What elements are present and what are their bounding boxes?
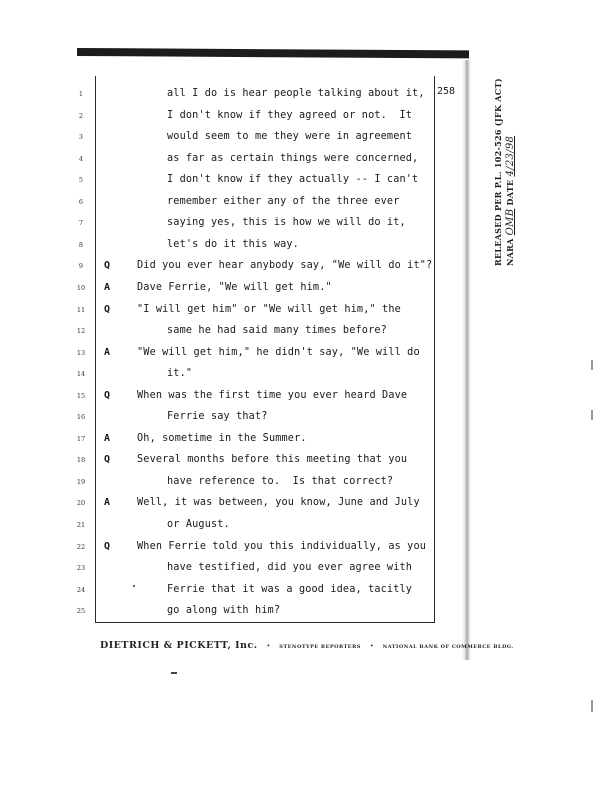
transcript-line-text: let's do it this way. — [167, 238, 299, 250]
line-number: 16 — [76, 413, 86, 422]
scan-margin-mark — [591, 410, 593, 420]
speaker-label: Q — [104, 260, 111, 272]
line-number: 7 — [78, 219, 84, 228]
line-number: 1 — [78, 90, 84, 98]
line-number: 15 — [76, 391, 86, 400]
transcript-line-text: I don't know if they agreed or not. It — [167, 109, 413, 121]
speaker-label: Q — [104, 540, 111, 552]
line-number: 2 — [78, 111, 84, 120]
release-stamp-line1: RELEASED PER P.L. 102-526 (JFK ACT) — [493, 78, 503, 266]
transcript-line-text: same he had said many times before? — [167, 325, 387, 337]
footer-location: NATIONAL BANK OF COMMERCE BLDG. — [382, 644, 514, 650]
transcript-line-text: Did you ever hear anybody say, "We will do it"? — [137, 260, 433, 272]
line-number: 22 — [76, 542, 86, 551]
release-stamp — [492, 78, 517, 266]
speaker-label: A — [104, 346, 111, 358]
line-number: 13 — [76, 348, 86, 357]
transcript-line-text: When Ferrie told you this individually, as you — [137, 540, 427, 552]
speaker-label: Q — [104, 303, 111, 315]
line-number: 24 — [76, 585, 86, 594]
transcript-line-text: it." — [167, 368, 193, 380]
footer-reporters: STENOTYPE REPORTERS — [279, 644, 361, 650]
line-number: 18 — [76, 456, 86, 465]
transcript-line-text: go along with him? — [167, 605, 281, 617]
line-number: 3 — [78, 133, 84, 142]
footer-firm: DIETRICH & PICKETT, Inc. — [100, 640, 258, 651]
line-number: 19 — [76, 477, 86, 486]
line-number: 12 — [76, 327, 86, 336]
line-number: 8 — [78, 240, 84, 249]
stamp-date: 4/23/98 — [505, 135, 516, 177]
line-number: 23 — [76, 564, 86, 573]
stamp-nara-label: NARA — [505, 238, 515, 266]
line-number: 25 — [76, 607, 86, 616]
page-number: 258 — [437, 86, 456, 97]
scan-edge-shadow — [462, 60, 471, 660]
transcript-line-text: Ferrie say that? — [167, 411, 268, 423]
transcript-line-text: saying yes, this is how we will do it, — [167, 217, 406, 229]
page-top-rule — [77, 48, 469, 58]
scan-margin-mark — [591, 700, 593, 712]
transcript-line-text: have testified, did you ever agree with — [167, 562, 413, 574]
stray-mark — [133, 585, 135, 587]
line-number: 5 — [78, 176, 84, 185]
transcript-line-text: or August. — [167, 519, 230, 530]
footer-separator: • — [369, 643, 374, 650]
line-number: 21 — [76, 521, 86, 529]
line-number: 11 — [76, 305, 86, 314]
line-number: 20 — [76, 499, 86, 508]
transcript-line-text: "I will get him" or "We will get him," the — [137, 303, 401, 315]
transcript-line-text: When was the first time you ever heard Dave — [137, 389, 408, 401]
line-number: 9 — [78, 262, 84, 271]
speaker-label: Q — [104, 389, 111, 401]
transcript-line-text: I don't know if they actually -- I can't — [167, 174, 419, 186]
release-stamp-line2 — [504, 78, 517, 266]
speaker-label: A — [104, 432, 111, 444]
transcript-line-text: Ferrie that it was a good idea, tacitly — [167, 583, 413, 595]
stamp-initials: OMB — [505, 208, 516, 236]
line-number: 14 — [76, 370, 86, 379]
transcript-line-text: Well, it was between, you know, June and July — [137, 497, 420, 509]
speaker-label: A — [104, 497, 111, 509]
transcript-line-text: as far as certain things were concerned, — [167, 152, 419, 164]
footer-separator: • — [266, 643, 271, 650]
line-number: 6 — [78, 197, 84, 206]
speaker-label: Q — [104, 454, 111, 466]
transcript-line-text: all I do is hear people talking about it, — [167, 88, 425, 99]
transcript-line-text: remember either any of the three ever — [167, 195, 400, 207]
line-number: 4 — [78, 154, 84, 163]
line-number: 17 — [76, 434, 86, 443]
transcript-line-text: Several months before this meeting that you — [137, 454, 408, 466]
transcript-line-text: Dave Ferrie, "We will get him." — [137, 281, 332, 293]
speaker-label: A — [104, 281, 111, 293]
line-number: 10 — [76, 283, 86, 292]
transcript-line-text: Oh, sometime in the Summer. — [137, 432, 307, 444]
transcript-line-text: have reference to. Is that correct? — [167, 475, 394, 487]
scan-margin-mark — [591, 360, 593, 370]
transcript-line-text: "We will get him," he didn't say, "We will do — [137, 346, 420, 358]
transcript-line-text: would seem to me they were in agreement — [167, 131, 413, 143]
stray-mark — [171, 672, 177, 674]
reporter-footer — [100, 633, 514, 652]
stamp-date-label: DATE — [505, 179, 515, 206]
